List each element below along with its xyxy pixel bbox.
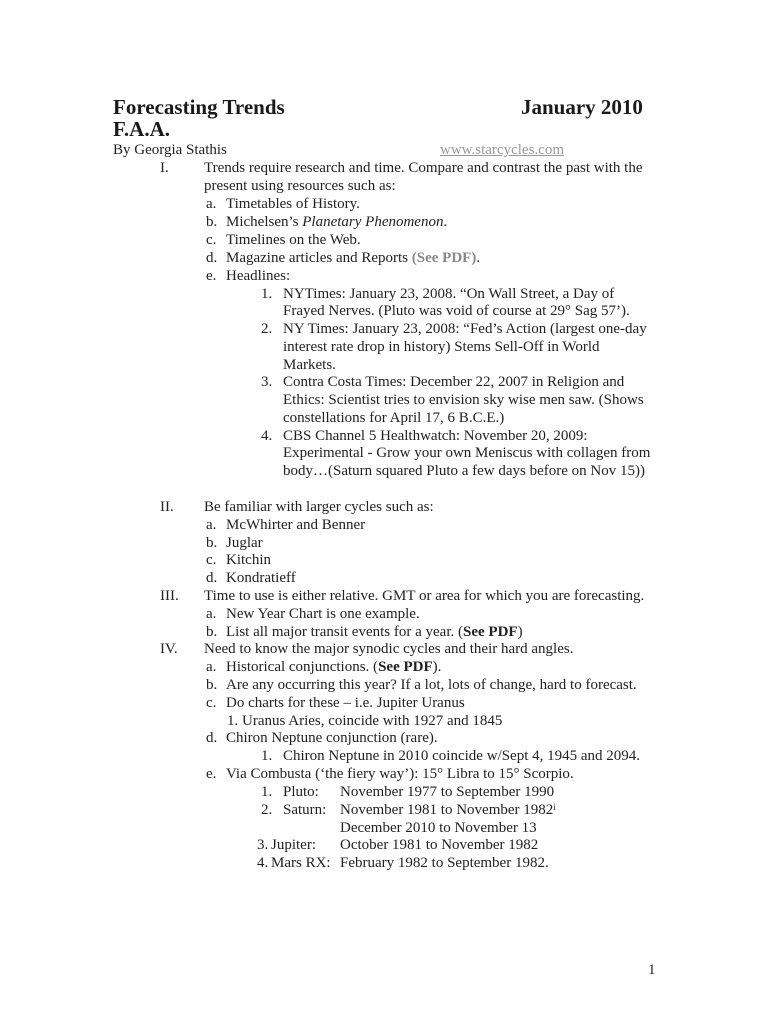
list-item: Kitchin — [226, 552, 271, 568]
list-marker: c. — [206, 232, 217, 248]
list-marker: b. — [206, 214, 218, 230]
headline: constellations for April 17, 6 B.C.E.) — [283, 410, 505, 426]
list-marker: d. — [206, 570, 218, 586]
section-number: II. — [160, 499, 174, 515]
list-item: Headlines: — [226, 268, 291, 284]
section-number: IV. — [160, 641, 178, 657]
list-marker: 4. — [261, 428, 273, 444]
headline: CBS Channel 5 Healthwatch: November 20, 2009: — [283, 428, 588, 444]
list-item: New Year Chart is one example. — [226, 606, 420, 622]
list-item: Do charts for these – i.e. Jupiter Uranus — [226, 695, 465, 711]
text: Michelsen’s — [226, 214, 303, 230]
section-number: I. — [160, 160, 169, 176]
text: November 1981 to November 1982 — [340, 802, 554, 818]
section-text: Trends require research and time. Compare and contrast the past with the — [204, 160, 643, 176]
headline: body…(Saturn squared Pluto a few days before on Nov 15)) — [283, 463, 645, 479]
section-text: present using resources such as: — [204, 178, 396, 194]
list-item: McWhirter and Benner — [226, 517, 366, 533]
list-item: Kondratieff — [226, 570, 296, 586]
text: Historical conjunctions. ( — [226, 659, 379, 675]
book-title: Planetary Phenomenon — [302, 214, 444, 230]
author: By Georgia Stathis — [113, 142, 227, 158]
list-item — [226, 658, 441, 676]
headline: NY Times: January 23, 2008: “Fed’s Action (largest one-day — [283, 321, 647, 337]
headline: Contra Costa Times: December 22, 2007 in Religion and — [283, 374, 625, 390]
headline: Ethics: Scientist tries to envision sky wise men saw. (Shows — [283, 392, 644, 408]
list-marker: 2. — [261, 321, 273, 337]
text: . — [476, 250, 481, 266]
headline: NYTimes: January 23, 2008. “On Wall Street, a Day of — [283, 286, 615, 302]
headline: interest rate drop in history) Stems Sell-Off in World — [283, 339, 600, 355]
list-marker: 1. — [261, 748, 273, 764]
date-range: December 2010 to November 13 — [340, 820, 537, 836]
list-item: Are any occurring this year? If a lot, lots of change, hard to forecast. — [226, 677, 637, 693]
footnote-marker[interactable]: i — [553, 802, 556, 812]
list-item: Timelines on the Web. — [226, 232, 361, 248]
sub-item: Chiron Neptune in 2010 coincide w/Sept 4, 1945 and 2094. — [283, 748, 641, 764]
list-marker: e. — [206, 268, 217, 284]
page-number: 1 — [648, 962, 656, 978]
list-marker: 3. — [261, 374, 273, 390]
planet-label: Saturn: — [283, 802, 327, 818]
planet-label: Mars RX: — [271, 855, 331, 871]
headline: Frayed Nerves. (Pluto was void of course at 29° Sag 57’). — [283, 303, 630, 319]
website-link[interactable]: www.starcycles.com — [440, 142, 564, 158]
text: . — [443, 214, 448, 230]
section-number: III. — [160, 588, 179, 604]
list-marker: d. — [206, 730, 218, 746]
list-marker: b. — [206, 624, 218, 640]
list-marker: e. — [206, 766, 217, 782]
list-marker: b. — [206, 535, 218, 551]
document-date: January 2010 — [521, 95, 643, 119]
list-marker: 4. — [257, 855, 269, 871]
list-marker: c. — [206, 695, 217, 711]
see-pdf-link[interactable]: See PDF — [378, 659, 433, 675]
planet-label: Pluto: — [283, 784, 319, 800]
list-marker: 3. — [257, 837, 269, 853]
text: Magazine articles and Reports — [226, 250, 412, 266]
list-marker: a. — [206, 196, 217, 212]
list-item — [226, 249, 480, 267]
date-range: October 1981 to November 1982 — [340, 837, 539, 853]
list-item — [226, 623, 523, 641]
list-marker: a. — [206, 517, 217, 533]
list-marker: d. — [206, 250, 218, 266]
sub-item: 1. Uranus Aries, coincide with 1927 and 1845 — [227, 713, 503, 729]
list-item: Juglar — [226, 535, 263, 551]
date-range: February 1982 to September 1982. — [340, 855, 549, 871]
see-pdf-link[interactable]: (See PDF) — [411, 250, 477, 266]
planet-label: Jupiter: — [271, 837, 316, 853]
list-marker: 2. — [261, 802, 273, 818]
list-marker: a. — [206, 659, 217, 675]
section-text: Need to know the major synodic cycles and their hard angles. — [204, 641, 574, 657]
list-item: Timetables of History. — [226, 196, 360, 212]
list-item — [226, 213, 447, 231]
date-range — [340, 801, 556, 819]
document-subtitle: F.A.A. — [113, 117, 170, 141]
list-marker: c. — [206, 552, 217, 568]
headline: Markets. — [283, 357, 336, 373]
list-item: Chiron Neptune conjunction (rare). — [226, 730, 438, 746]
text: ) — [517, 624, 523, 640]
list-marker: b. — [206, 677, 218, 693]
headline: Experimental - Grow your own Meniscus with collagen from — [283, 445, 651, 461]
section-text: Be familiar with larger cycles such as: — [204, 499, 434, 515]
see-pdf-link[interactable]: See PDF — [463, 624, 518, 640]
list-marker: 1. — [261, 784, 273, 800]
list-marker: 1. — [261, 286, 273, 302]
list-item: Via Combusta (‘the fiery way’): 15° Libra to 15° Scorpio. — [226, 766, 574, 782]
list-marker: a. — [206, 606, 217, 622]
date-range: November 1977 to September 1990 — [340, 784, 555, 800]
text: ). — [432, 659, 442, 675]
section-text: Time to use is either relative. GMT or area for which you are forecasting. — [204, 588, 645, 604]
text: List all major transit events for a year. ( — [226, 624, 464, 640]
document-title: Forecasting Trends — [113, 95, 285, 119]
